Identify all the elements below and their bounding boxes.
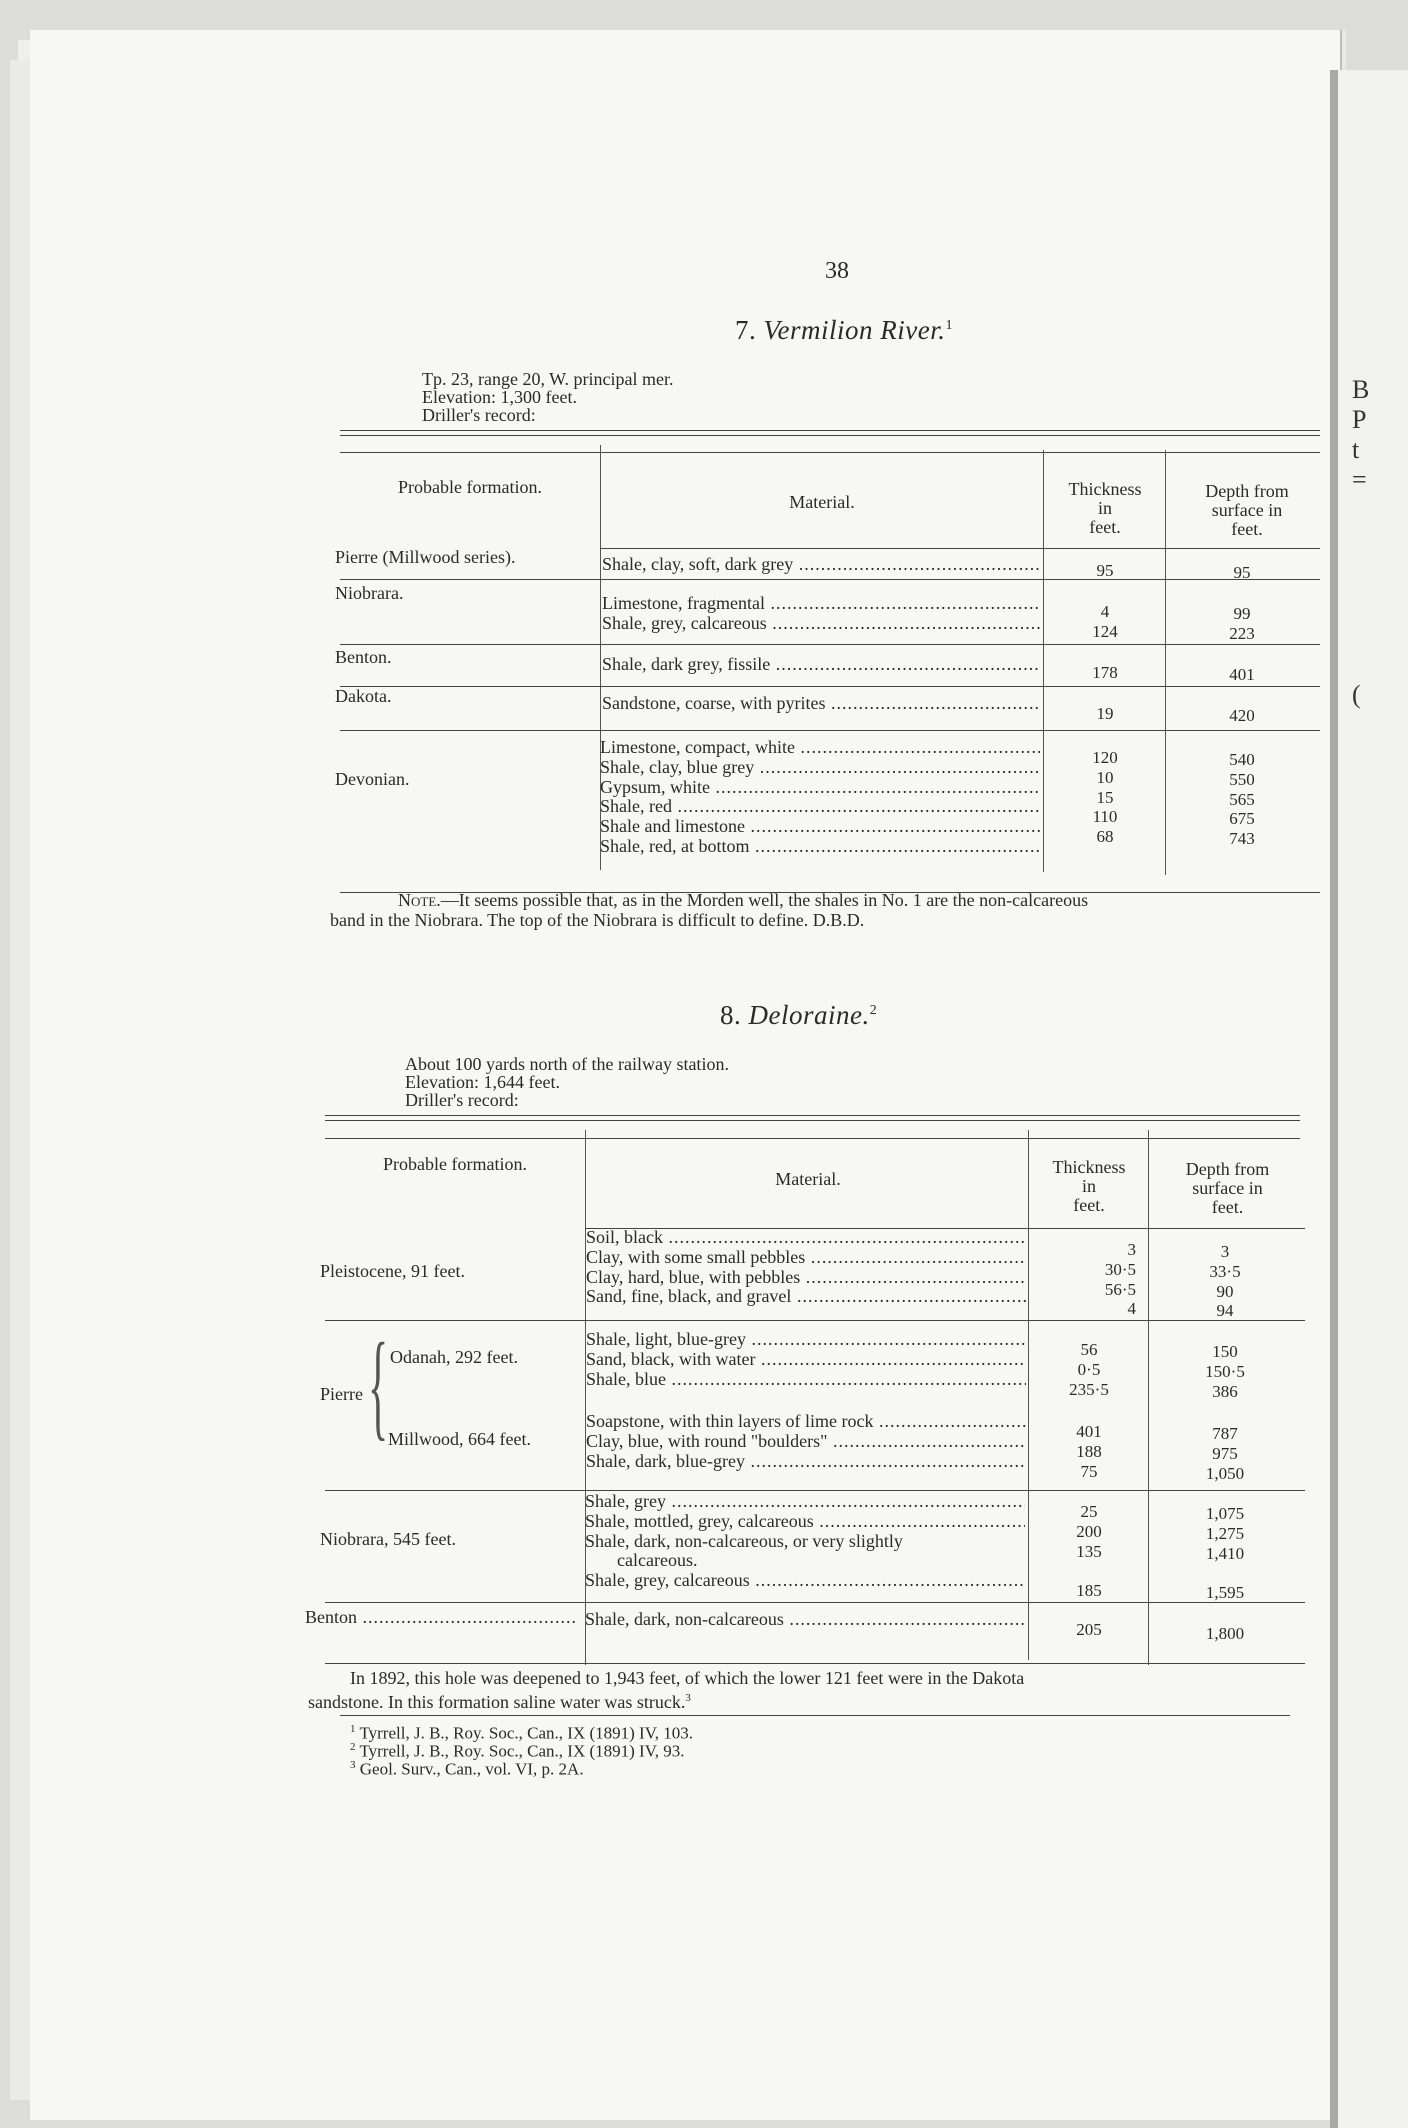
depth-cell: 420 — [1229, 706, 1255, 725]
row-rule — [340, 686, 1320, 687]
footnote: $^2$ Tyrrell, J. B., Roy. Soc., Can., IX (1891) IV, 93. — [350, 1741, 685, 1761]
footnote: $^1$ Tyrrell, J. B., Roy. Soc., Can., IX (1891) IV, 103. — [350, 1723, 694, 1743]
page-stack-edge — [10, 60, 31, 2100]
depth-cell: 787 975 1,050 — [1205, 1424, 1245, 1483]
table-rule — [340, 435, 1320, 436]
formation-cell: Devonian. — [335, 769, 410, 789]
table-rule — [325, 1115, 1300, 1116]
section-title: 7. Vermilion River.$^1$ — [735, 315, 953, 345]
header-material: Material. — [775, 1169, 841, 1189]
adjacent-page-edge: B P t = ( — [1330, 70, 1408, 2128]
header-depth: Depth from surface in feet. — [1185, 1159, 1270, 1217]
material-cell: Shale, dark, non-calcareous ..... — [585, 1610, 1025, 1630]
depth-cell: 401 — [1229, 665, 1255, 684]
table-rule — [340, 452, 1320, 453]
depth-cell: 99 223 — [1229, 604, 1255, 643]
column-divider — [1165, 450, 1166, 875]
table-rule — [325, 1138, 1300, 1139]
column-divider — [1028, 1130, 1029, 1660]
depth-cell: 150 150·5 386 — [1205, 1342, 1245, 1401]
formation-cell: Millwood, 664 feet. — [388, 1429, 531, 1449]
formation-cell: Benton. — [335, 647, 392, 667]
thickness-cell: 120 10 15 110 68 — [1092, 748, 1118, 847]
well-location: About 100 yards north of the railway station. — [405, 1054, 729, 1074]
material-cell: Shale, clay, soft, dark grey ..... — [602, 555, 1040, 575]
formation-cell: Pierre — [320, 1384, 363, 1404]
column-divider — [1043, 450, 1044, 872]
section-title: 8. Deloraine.$^2$ — [720, 1000, 878, 1030]
formation-cell: Pleistocene, 91 feet. — [320, 1261, 465, 1281]
material-cell: Limestone, fragmental ..... Shale, grey, calcareous ..... — [602, 594, 1040, 634]
depth-cell: 95 — [1233, 563, 1251, 582]
brace-symbol: { — [368, 1318, 389, 1451]
thickness-cell: 401 188 75 — [1076, 1422, 1102, 1481]
header-material: Material. — [789, 492, 855, 512]
table-rule — [325, 1120, 1300, 1121]
well-elevation: Elevation: 1,644 feet. — [405, 1072, 560, 1092]
header-thickness: Thickness in feet. — [1052, 1157, 1126, 1215]
formation-cell: Niobrara. — [335, 583, 404, 603]
depth-cell: 540 550 565 675 743 — [1229, 750, 1255, 849]
header-thickness: Thickness in feet. — [1068, 479, 1142, 537]
row-rule — [325, 1490, 1305, 1491]
thickness-cell: 205 — [1076, 1620, 1102, 1639]
table-rule — [325, 1663, 1305, 1664]
material-cell: Shale, light, blue-grey ..... Sand, black, with water ..... Shale, blue ..... — [586, 1330, 1026, 1389]
closing-paragraph: In 1892, this hole was deepened to 1,943 feet, of which the lower 121 feet were in the Dakota — [350, 1668, 1025, 1688]
header-depth: Depth from surface in feet. — [1205, 481, 1289, 539]
footnote: $^3$ Geol. Surv., Can., vol. VI, p. 2A. — [350, 1759, 584, 1779]
note-paragraph-cont: band in the Niobrara. The top of the Niobrara is difficult to define. D.B.D. — [330, 910, 865, 930]
thickness-cell: 56 0·5 235·5 — [1069, 1340, 1109, 1399]
record-label: Driller's record: — [405, 1090, 519, 1110]
header-formation: Probable formation. — [398, 477, 542, 497]
thickness-cell: 19 — [1096, 704, 1114, 723]
formation-cell: Odanah, 292 feet. — [390, 1347, 518, 1367]
row-rule — [340, 579, 1320, 580]
header-formation: Probable formation. — [383, 1154, 527, 1174]
thickness-cell: 4 124 — [1092, 602, 1118, 641]
record-label: Driller's record: — [422, 405, 536, 425]
table-rule — [340, 430, 1320, 431]
column-divider — [1148, 1130, 1149, 1665]
closing-paragraph-cont: sandstone. In this formation saline water was struck.$^3$ — [308, 1692, 691, 1712]
well-location: Tp. 23, range 20, W. principal mer. — [422, 369, 674, 389]
footnote-rule — [340, 1715, 1290, 1716]
table-rule — [600, 548, 1320, 549]
material-cell: Sandstone, coarse, with pyrites ..... — [602, 694, 1040, 714]
thickness-cell: 25 200 135 185 — [1076, 1502, 1102, 1601]
row-rule — [325, 1320, 1305, 1321]
material-cell: Shale, grey ..... Shale, mottled, grey, calcareous ..... Shale, dark, non-calcareous, or very slightly calcareous. Shale, grey, calcareous ..... — [585, 1492, 1025, 1591]
page-number: 38 — [825, 258, 849, 284]
row-rule — [340, 644, 1320, 645]
material-cell: Soapstone, with thin layers of lime rock ..... Clay, blue, with round "boulders" ..... Shale, dark, blue-grey ..... — [586, 1412, 1026, 1471]
formation-cell: Pierre (Millwood series). — [335, 547, 516, 567]
formation-cell: Benton ..... — [305, 1608, 575, 1628]
thickness-cell: 3 30·5 56·5 4 — [1104, 1240, 1136, 1319]
depth-cell: 3 33·5 90 94 — [1209, 1242, 1241, 1321]
material-cell: Limestone, compact, white ..... Shale, clay, blue grey ..... Gypsum, white ..... Shale, red ..... Shale and limestone ..... Shale, red, at bottom ..... — [600, 738, 1040, 857]
formation-cell: Dakota. — [335, 686, 392, 706]
document-page — [30, 30, 1340, 2120]
material-cell: Soil, black ..... Clay, with some small pebbles ..... Clay, hard, blue, with pebbles ..... Sand, fine, black, and gravel ..... — [586, 1228, 1026, 1307]
well-elevation: Elevation: 1,300 feet. — [422, 387, 577, 407]
thickness-cell: 178 — [1092, 663, 1118, 682]
row-rule — [340, 730, 1320, 731]
note-paragraph: Note.—It seems possible that, as in the Morden well, the shales in No. 1 are the non-calcareous — [398, 890, 1089, 910]
material-cell: Shale, dark grey, fissile ..... — [602, 655, 1040, 675]
depth-cell: 1,075 1,275 1,410 1,595 — [1205, 1504, 1245, 1603]
row-rule — [325, 1602, 1305, 1603]
depth-cell: 1,800 — [1205, 1624, 1245, 1643]
formation-cell: Niobrara, 545 feet. — [320, 1529, 456, 1549]
thickness-cell: 95 — [1096, 561, 1114, 580]
